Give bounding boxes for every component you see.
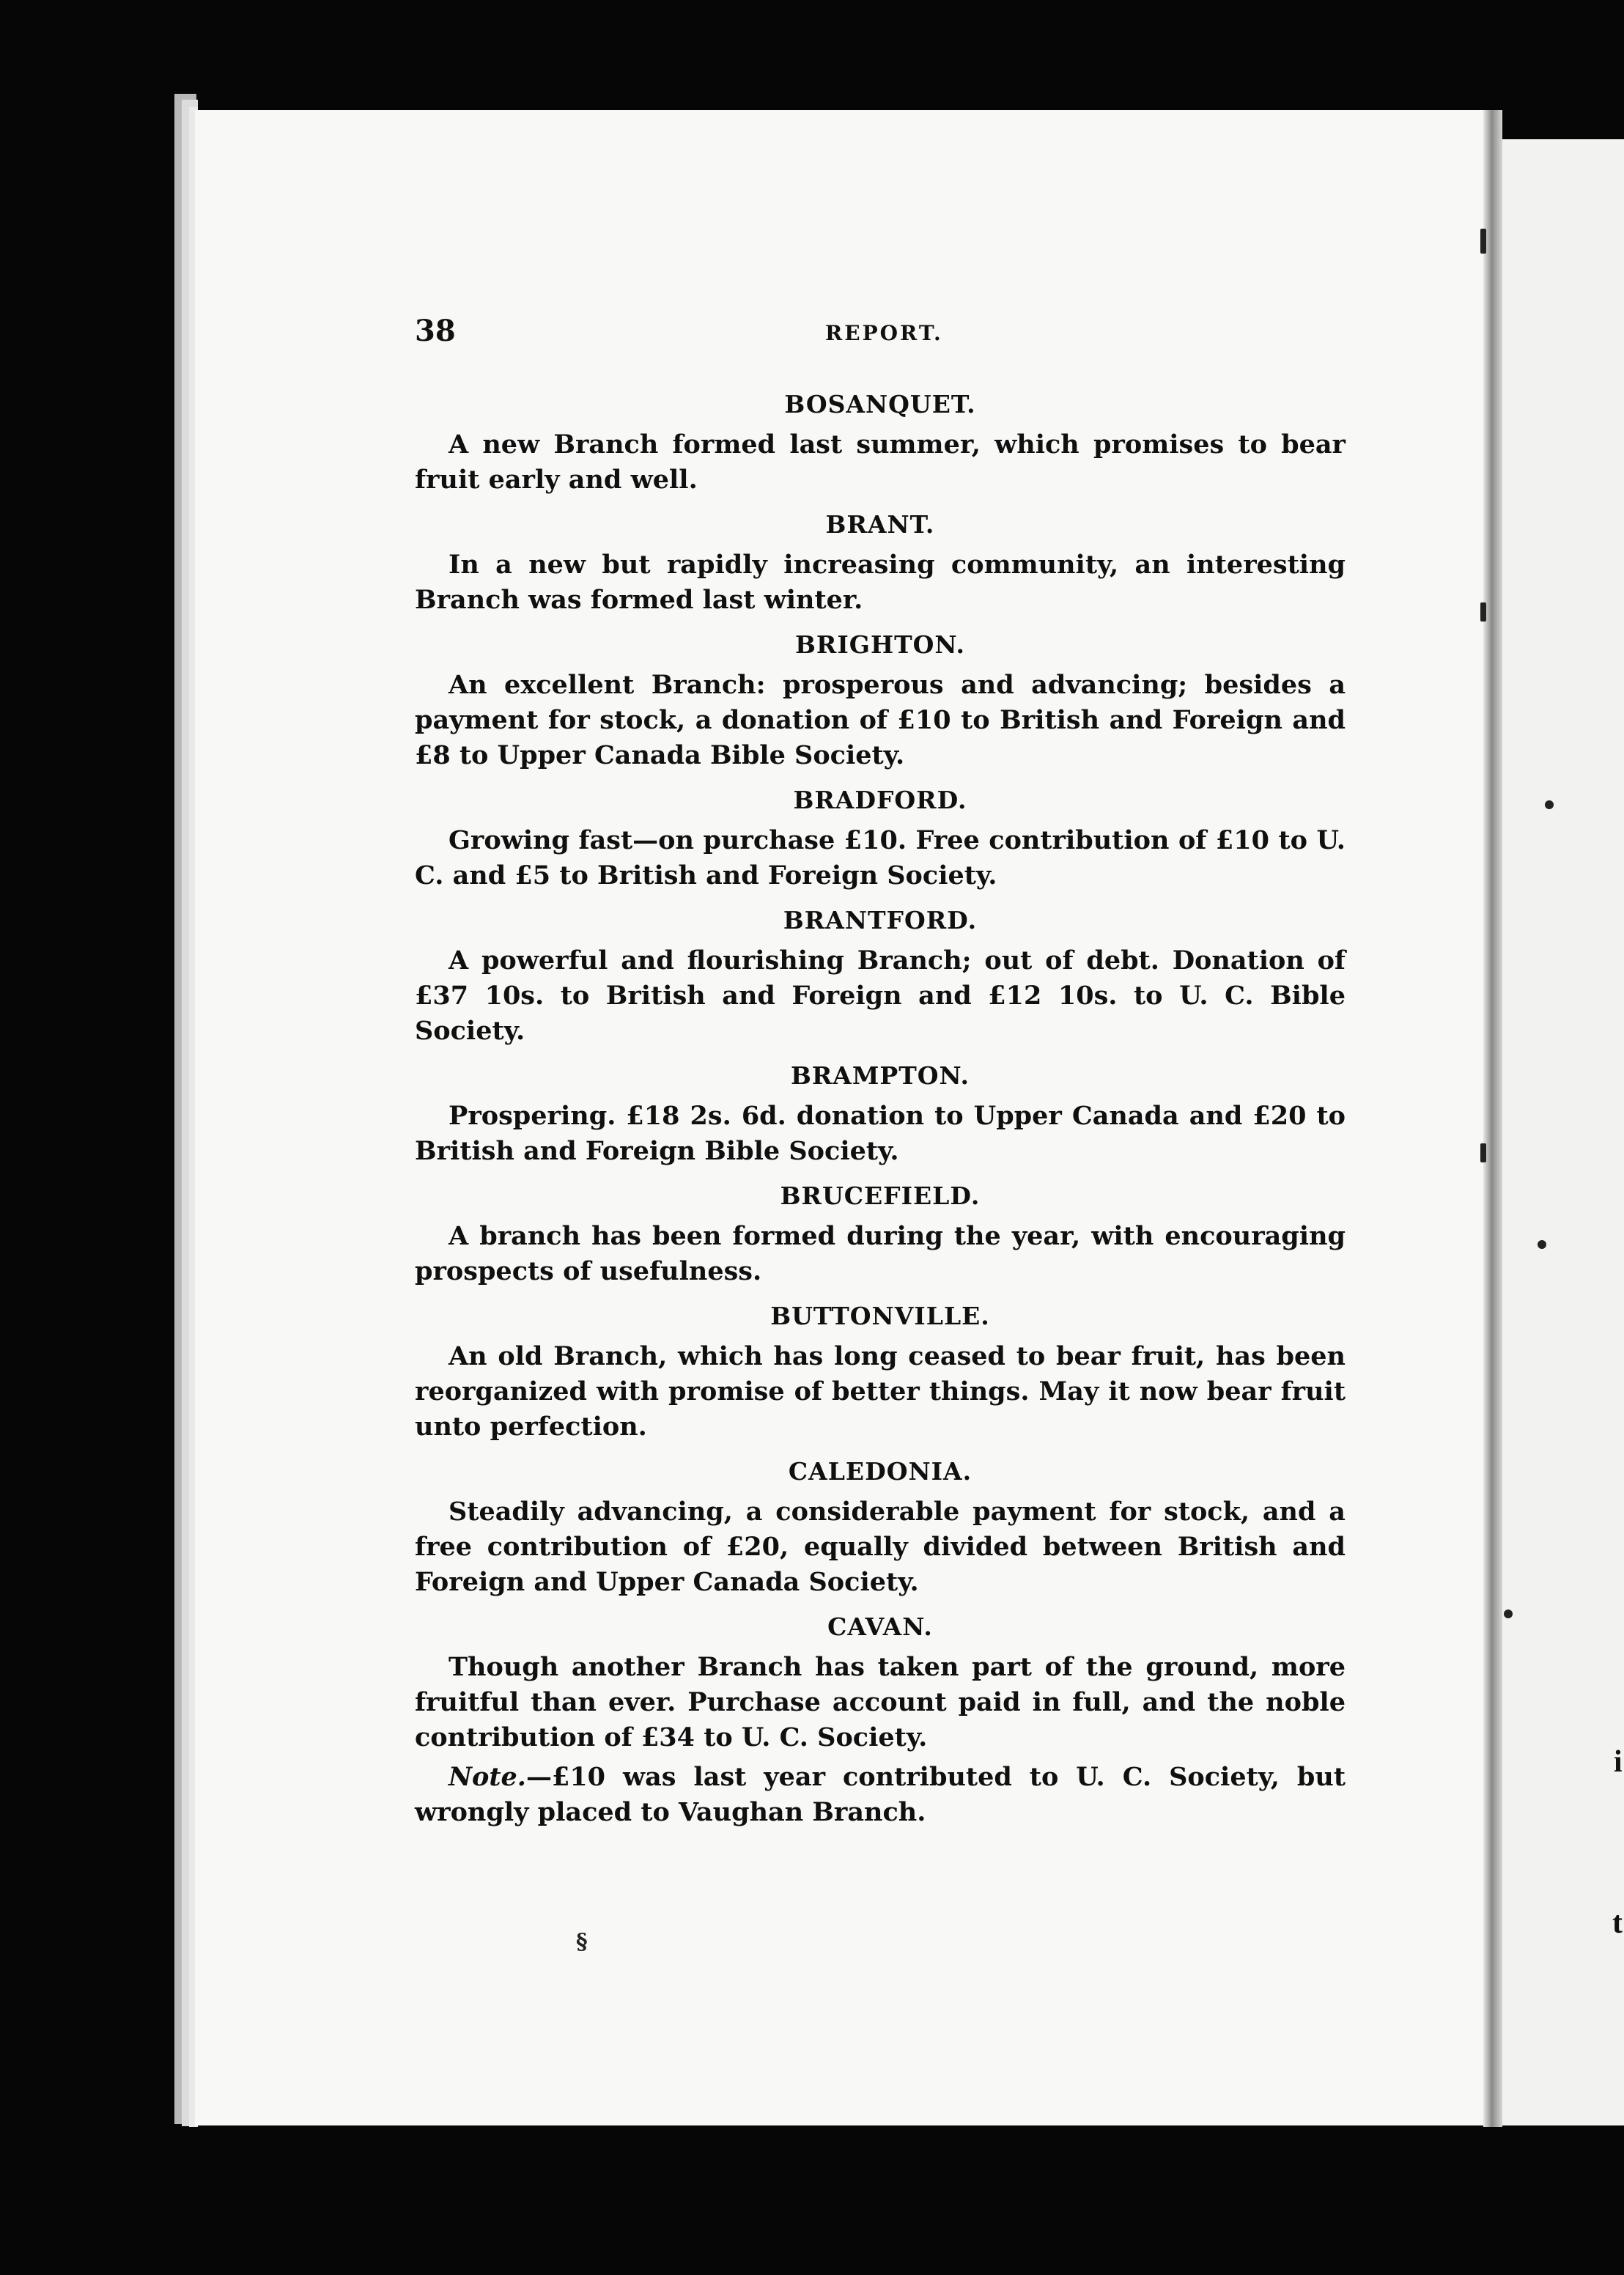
ink-speck bbox=[1480, 1143, 1486, 1162]
entry-text: In a new but rapidly increasing community, an interesting Branch was formed last winter. bbox=[415, 550, 1346, 615]
entry-text: Steadily advancing, a considerable payment for stock, and a free contribution of £20, equally divided between British and Foreign and Upper Canada Society. bbox=[415, 1497, 1346, 1597]
entry-heading: BRANT. bbox=[825, 510, 935, 539]
note-label: Note. bbox=[449, 1762, 526, 1792]
entry-text: Prospering. £18 2s. 6d. donation to Upper Canada and £20 to British and Foreign Bible Society. bbox=[415, 1101, 1346, 1166]
entry-bradford bbox=[415, 783, 1346, 893]
entry-bosanquet bbox=[415, 388, 1346, 498]
entry-heading: BRAMPTON. bbox=[790, 1061, 970, 1090]
entry-heading: BUTTONVILLE. bbox=[770, 1302, 990, 1330]
facing-page-letter: t bbox=[1612, 1906, 1623, 1940]
ink-speck bbox=[1504, 1610, 1513, 1618]
entry-brampton bbox=[415, 1059, 1346, 1169]
entry-text: A powerful and flourishing Branch; out of debt. Donation of £37 10s. to British and Foreign and £12 10s. to U. C. Bible Society. bbox=[415, 945, 1346, 1046]
ink-speck bbox=[1480, 602, 1486, 622]
entry-heading: BRUCEFIELD. bbox=[780, 1181, 981, 1210]
facing-page bbox=[1499, 139, 1624, 2125]
facing-page-letter: i bbox=[1614, 1745, 1623, 1779]
note-paragraph bbox=[415, 1760, 1346, 1830]
entry-text: Growing fast—on purchase £10. Free contribution of £10 to U. C. and £5 to British and Foreign Society. bbox=[415, 825, 1346, 891]
report-body bbox=[415, 377, 1346, 1835]
entry-text: Though another Branch has taken part of the ground, more fruitful than ever. Purchase account paid in full, and the noble contribution of £34 to U. C. Society. bbox=[415, 1652, 1346, 1752]
running-title: REPORT. bbox=[825, 321, 943, 345]
entry-heading: BRIGHTON. bbox=[795, 630, 965, 659]
note-text: —£10 was last year contributed to U. C. Society, but wrongly placed to Vaughan Branch. bbox=[415, 1762, 1346, 1827]
ink-speck bbox=[1538, 1240, 1546, 1249]
entry-brantford bbox=[415, 904, 1346, 1049]
entry-text: An old Branch, which has long ceased to bear fruit, has been reorganized with promise of better things. May it now bear fruit unto perfection. bbox=[415, 1341, 1346, 1442]
entry-brighton bbox=[415, 628, 1346, 773]
page-gutter bbox=[1483, 110, 1502, 2127]
entry-text: A new Branch formed last summer, which promises to bear fruit early and well. bbox=[415, 429, 1346, 495]
entry-buttonville bbox=[415, 1299, 1346, 1445]
entry-brucefield bbox=[415, 1179, 1346, 1289]
entry-heading: BRADFORD. bbox=[793, 786, 967, 814]
ink-speck bbox=[1545, 800, 1554, 809]
entry-text: A branch has been formed during the year, with encouraging prospects of usefulness. bbox=[415, 1221, 1346, 1286]
entry-heading: BOSANQUET. bbox=[784, 390, 976, 419]
running-head bbox=[415, 314, 1346, 358]
entry-heading: BRANTFORD. bbox=[783, 906, 978, 934]
entry-text: An excellent Branch: prosperous and advancing; besides a payment for stock, a donation of £10 to British and Foreign and £8 to Upper Canada Bible Society. bbox=[415, 670, 1346, 770]
signature-mark: § bbox=[576, 1929, 588, 1955]
entry-caledonia bbox=[415, 1455, 1346, 1600]
page-number: 38 bbox=[415, 314, 456, 348]
entry-cavan bbox=[415, 1610, 1346, 1755]
entry-heading: CAVAN. bbox=[827, 1612, 933, 1641]
entry-heading: CALEDONIA. bbox=[788, 1457, 972, 1486]
entry-brant bbox=[415, 508, 1346, 618]
ink-speck bbox=[1480, 229, 1486, 254]
